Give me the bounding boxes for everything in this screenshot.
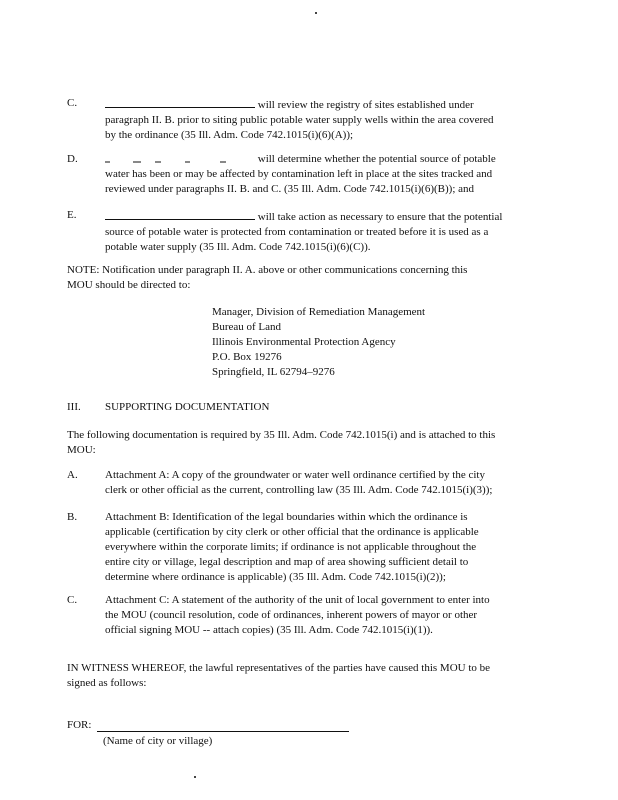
- witness-line: IN WITNESS WHEREOF, the lawful representatives of the parties have caused this MOU to be: [67, 662, 491, 674]
- item-letter: C.: [67, 594, 78, 606]
- note-line: NOTE: Notification under paragraph II. A. above or other communications concerning this: [67, 264, 468, 276]
- signature-caption: (Name of city or village): [103, 735, 213, 747]
- attachment-text-line: applicable (certification by city clerk or other official that the ordinance is applicable: [105, 526, 479, 538]
- address-line: Springfield, IL 62794–9276: [212, 366, 335, 378]
- section-title: SUPPORTING DOCUMENTATION: [105, 401, 270, 413]
- intro-line: MOU:: [67, 444, 96, 456]
- address-line: P.O. Box 19276: [212, 351, 282, 363]
- item-text-line: reviewed under paragraphs II. B. and C. (35 Ill. Adm. Code 742.1015(i)(6)(B)); and: [105, 183, 475, 195]
- attachment-text-line: official signing MOU -- attach copies) (35 Ill. Adm. Code 742.1015(i)(1)).: [105, 624, 433, 636]
- item-letter: C.: [67, 97, 78, 109]
- scan-mark-bottom: [194, 776, 196, 778]
- section-number: III.: [67, 401, 81, 413]
- signature-line[interactable]: [97, 731, 349, 732]
- item-text-line: source of potable water is protected from contamination or treated before it is used as a: [105, 226, 489, 238]
- witness-clause: [67, 661, 567, 691]
- mailing-address: [212, 305, 425, 380]
- notification-note: [67, 263, 567, 293]
- attachment-text-line: determine where ordinance is applicable) (35 Ill. Adm. Code 742.1015(i)(2));: [105, 571, 446, 583]
- fill-in-blank-dashed[interactable]: [105, 152, 255, 167]
- item-letter: D.: [67, 153, 78, 165]
- address-line: Illinois Environmental Protection Agency: [212, 336, 396, 348]
- attachment-text-line: entire city or village, legal description and map of area showing sufficient detail to: [105, 556, 469, 568]
- scan-mark-top: [315, 12, 317, 14]
- address-line: Bureau of Land: [212, 321, 282, 333]
- item-text-line: will determine whether the potential source of potable: [257, 153, 496, 165]
- item-letter: B.: [67, 511, 78, 523]
- item-text-line: will review the registry of sites established under: [257, 99, 474, 111]
- attachment-text-line: Attachment C: A statement of the authority of the unit of local government to enter into: [105, 594, 490, 606]
- attachment-text-line: everywhere within the corporate limits; if ordinance is not applicable throughout the: [105, 541, 477, 553]
- item-text-line: paragraph II. B. prior to siting public potable water supply wells within the area covered: [105, 114, 494, 126]
- note-line: MOU should be directed to:: [67, 279, 191, 291]
- item-text-line: by the ordinance (35 Ill. Adm. Code 742.1015(i)(6)(A));: [105, 129, 354, 141]
- item-text-line: water has been or may be affected by contamination left in place at the sites tracked and: [105, 168, 493, 180]
- attachment-text-line: Attachment B: Identification of the legal boundaries within which the ordinance is: [105, 511, 468, 523]
- fill-in-blank[interactable]: [105, 96, 255, 108]
- documentation-intro: [67, 428, 567, 458]
- witness-line: signed as follows:: [67, 677, 147, 689]
- item-text-line: will take action as necessary to ensure that the potential: [257, 211, 503, 223]
- attachment-text-line: the MOU (council resolution, code of ordinances, inherent powers of mayor or other: [105, 609, 478, 621]
- item-letter: E.: [67, 209, 77, 221]
- attachment-text-line: clerk or other official as the current, controlling law (35 Ill. Adm. Code 742.1015(i)(3));: [105, 484, 493, 496]
- item-text-line: potable water supply (35 Ill. Adm. Code 742.1015(i)(6)(C)).: [105, 241, 371, 253]
- fill-in-blank[interactable]: [105, 208, 255, 220]
- item-letter: A.: [67, 469, 78, 481]
- address-line: Manager, Division of Remediation Management: [212, 306, 426, 318]
- attachment-text-line: Attachment A: A copy of the groundwater or water well ordinance certified by the city: [105, 469, 485, 481]
- intro-line: The following documentation is required by 35 Ill. Adm. Code 742.1015(i) and is attached to this: [67, 429, 496, 441]
- for-label: FOR:: [67, 719, 92, 731]
